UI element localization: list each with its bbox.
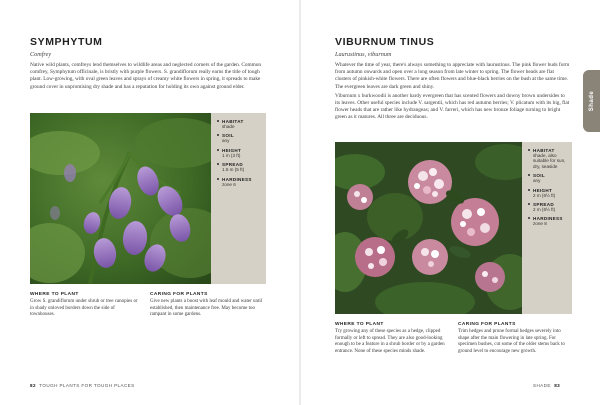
- right-folio: [533, 383, 560, 388]
- flower-cluster-2: [451, 198, 499, 246]
- fact-height: HEIGHT 2 m (6½ ft): [528, 188, 568, 198]
- left-common-name: Comfrey: [30, 51, 52, 58]
- left-running-head: TOUGH PLANTS FOR TOUGH PLACES: [39, 383, 135, 388]
- right-where-heading: WHERE TO PLANT: [335, 322, 384, 327]
- fact-spread: SPREAD 2 m (6½ ft): [528, 202, 568, 212]
- flower-cluster-5: [475, 262, 505, 292]
- fact-soil: SOIL any: [217, 133, 262, 143]
- left-where-text: Grow S. grandiflorum under shrub or tree canopies or in shady unloved borders down the side of townhouses.: [30, 299, 138, 318]
- gutter: [299, 0, 301, 405]
- right-body-text: [335, 62, 571, 124]
- comfrey-illustration: [30, 113, 211, 284]
- left-fact-box: [211, 113, 266, 284]
- fact-height: HEIGHT 1 m (3 ft): [217, 148, 262, 158]
- right-where-text: Try growing any of these species as a hedge, clipped formally or left to spread. They are also good-looking enough to be a feature in a shrub border or by a garden entrance. None of these species minds shade.: [335, 329, 445, 354]
- flower-cluster-3: [355, 237, 395, 277]
- left-where-heading: WHERE TO PLANT: [30, 292, 79, 297]
- left-caring-heading: CARING FOR PLANTS: [150, 292, 208, 297]
- right-paragraph: Whatever the time of year, there's always something to appreciate with laurustinus. The pink flower buds form from autumn onwards and open over a long season from late winter to spring. The flower heads are flat clusters of pinkish-white flowers. There are often flowers and blue-black berries on the bush at the same time. The evergreen leaves are dark green and shiny.: [335, 62, 570, 90]
- right-caring-heading: CARING FOR PLANTS: [458, 322, 516, 327]
- flower-cluster-6: [347, 184, 373, 210]
- right-page-number: 83: [554, 383, 561, 388]
- right-caring-text: Trim hedges and prune formal hedges severely into shape after the main flowering in late spring. For specimen bushes, cut some of the older stems back to ground level to encourage new growth.: [458, 329, 565, 354]
- section-tab-label: Shade: [588, 90, 595, 112]
- right-title: VIBURNUM TINUS: [335, 36, 435, 48]
- flower-cluster-1: [408, 160, 452, 204]
- right-common-name: Laurustinus, viburnum: [335, 51, 392, 58]
- section-tab-shade[interactable]: [583, 70, 600, 132]
- fact-habitat: HABITAT shade: [217, 119, 262, 129]
- left-caring-text: Give new plants a boost with leaf mould and water until established, then maintenance free. May become too rampant in some gardens.: [150, 299, 263, 318]
- left-title: SYMPHYTUM: [30, 36, 103, 48]
- left-page-number: 82: [30, 383, 36, 388]
- viburnum-photo: [335, 142, 522, 314]
- right-fact-box: [522, 142, 572, 314]
- fact-habitat: HABITAT shade, also suitable for sun, dry, seaside: [528, 148, 568, 169]
- fact-spread: SPREAD 1.5 m (5 ft): [217, 162, 262, 172]
- viburnum-illustration: [335, 142, 522, 314]
- flower-cluster-4: [412, 239, 448, 275]
- right-paragraph: Viburnum x burkwoodii is another hardy evergreen that has scented flowers and downy brown undersides to its leaves. Other useful species include V. sargentii, which has red autumn berries; V. plicatum with its big, flat flower heads that are rather like hydrangeas; and V. farreri, which has new bronze foliage turning to bright green as it matures. All three are deciduous.: [335, 92, 570, 121]
- comfrey-photo: [30, 113, 211, 284]
- left-paragraph: Native wild plants, comfreys lend themselves to wildlife areas and neglected corners of the garden. Common comfrey, Symphytum officinale, is bristly with purple flowers. S. grandiflorum really earns the title of tough plant. Low-growing, with oval green leaves and sprays of creamy white flowers in spring, it spreads to make ground cover in unpromising dry shade and has a reputation for holding its own against ground elder.: [30, 62, 262, 90]
- fact-soil: SOIL any: [528, 173, 568, 183]
- fact-hardiness: HARDINESS zone 6: [217, 177, 262, 187]
- left-body-text: [30, 62, 270, 93]
- right-running-head: SHADE: [533, 383, 551, 388]
- left-folio: [30, 383, 135, 388]
- fact-hardiness: HARDINESS zone 8: [528, 216, 568, 226]
